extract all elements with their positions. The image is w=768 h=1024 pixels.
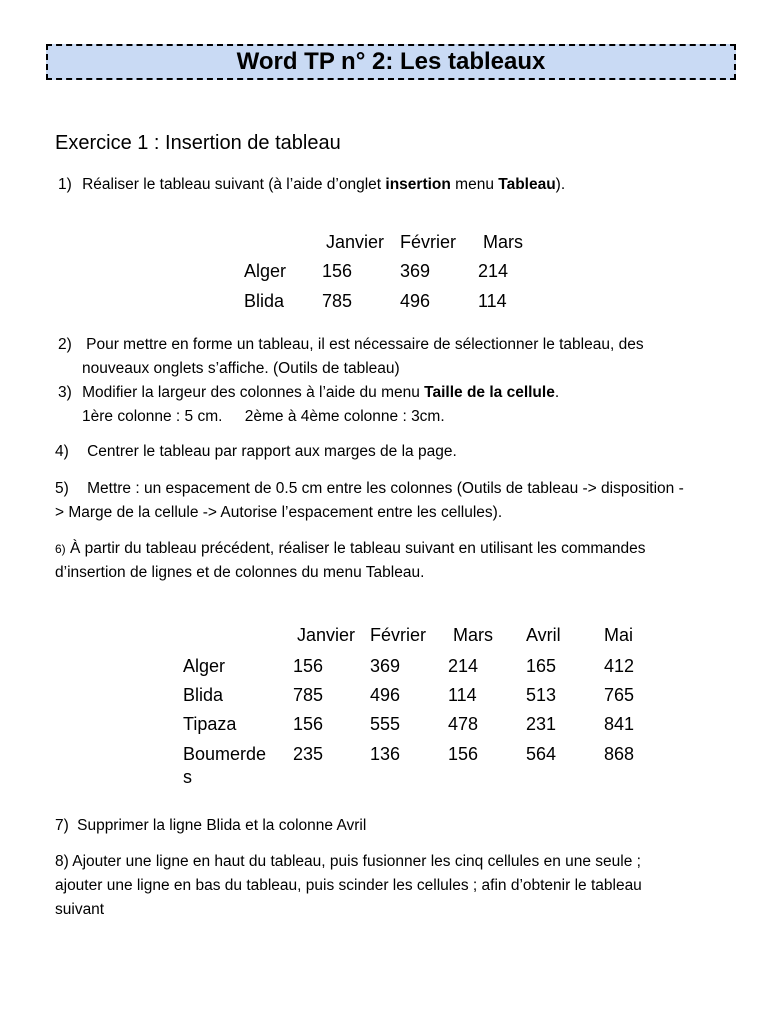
step-7 bbox=[55, 814, 366, 838]
table-2-cell: 564 bbox=[526, 744, 557, 764]
step-6-number: 6) bbox=[55, 542, 66, 556]
table-2-header: Janvier bbox=[297, 625, 356, 645]
step-4-number: 4) bbox=[55, 443, 69, 460]
step-3-text-b: . bbox=[554, 384, 560, 401]
table-1-header: Mars bbox=[483, 232, 523, 252]
table-1-cell: 785 bbox=[322, 291, 353, 311]
step-1-number: 1) bbox=[58, 176, 72, 193]
step-5-number: 5) bbox=[55, 480, 69, 497]
table-1-row-label: Alger bbox=[244, 261, 287, 281]
table-2-cell: 555 bbox=[370, 714, 401, 734]
step-3-line-2 bbox=[82, 405, 445, 429]
table-1-cell: 156 bbox=[322, 261, 353, 281]
table-2-row-label: Blida bbox=[183, 685, 224, 705]
step-1-text-c: ). bbox=[555, 176, 566, 193]
step-1-bold-insertion: insertion bbox=[385, 176, 451, 193]
table-1-header: Janvier bbox=[326, 232, 385, 252]
table-2-cell: 231 bbox=[526, 714, 557, 734]
table-1-cell: 114 bbox=[478, 291, 507, 311]
table-2-row-label: Tipaza bbox=[183, 714, 237, 734]
table-1-cell: 214 bbox=[478, 261, 509, 281]
step-1 bbox=[58, 173, 565, 197]
table-2-header: Avril bbox=[526, 625, 561, 645]
step-7-text: Supprimer la ligne Blida et la colonne Avril bbox=[77, 817, 367, 834]
step-2-line-2: nouveaux onglets s’affiche. (Outils de tableau) bbox=[82, 360, 400, 377]
table-2-cell: 841 bbox=[604, 714, 635, 734]
table-1-header: Février bbox=[400, 232, 457, 252]
step-8-line-2: ajouter une ligne en bas du tableau, puis scinder les cellules ; afin d’obtenir le tableau bbox=[55, 877, 642, 894]
table-2-cell: 156 bbox=[293, 714, 324, 734]
step-5 bbox=[55, 477, 684, 501]
step-8-line-1: 8) Ajouter une ligne en haut du tableau, puis fusionner les cinq cellules en une seule ; bbox=[55, 853, 641, 870]
table-2-row-label: Alger bbox=[183, 656, 226, 676]
step-3-bold: Taille de la cellule bbox=[424, 384, 555, 401]
exercise-heading: Exercice 1 : Insertion de tableau bbox=[55, 132, 341, 154]
step-1-text-a: Réaliser le tableau suivant (à l’aide d’onglet bbox=[82, 176, 386, 193]
table-2-cell: 412 bbox=[604, 656, 635, 676]
table-2-cell: 765 bbox=[604, 685, 635, 705]
table-2-row-label-wrap: s bbox=[183, 767, 192, 787]
table-2-cell: 156 bbox=[293, 656, 324, 676]
table-2-cell: 235 bbox=[293, 744, 324, 764]
step-3-col1: 1ère colonne : 5 cm. bbox=[82, 408, 223, 425]
step-7-number: 7) bbox=[55, 817, 69, 834]
step-6 bbox=[55, 537, 646, 561]
table-2-cell: 114 bbox=[448, 685, 477, 705]
table-2-cell: 478 bbox=[448, 714, 479, 734]
table-2-cell: 868 bbox=[604, 744, 635, 764]
step-3-text-a: Modifier la largeur des colonnes à l’aide du menu bbox=[82, 384, 425, 401]
table-2-cell: 785 bbox=[293, 685, 324, 705]
table-2-header: Février bbox=[370, 625, 427, 645]
table-2-cell: 136 bbox=[370, 744, 401, 764]
step-3-col2: 2ème à 4ème colonne : 3cm. bbox=[244, 408, 445, 425]
table-2-cell: 496 bbox=[370, 685, 401, 705]
table-2-cell: 513 bbox=[526, 685, 557, 705]
step-2-number: 2) bbox=[58, 336, 72, 353]
step-8-line-3: suivant bbox=[55, 901, 105, 918]
table-1-row-label: Blida bbox=[244, 291, 285, 311]
table-2-row-label: Boumerde bbox=[183, 744, 267, 764]
step-2-line-1: Pour mettre en forme un tableau, il est nécessaire de sélectionner le tableau, des bbox=[86, 336, 644, 353]
step-1-bold-tableau: Tableau bbox=[498, 176, 556, 193]
page-title: Word TP n° 2: Les tableaux bbox=[236, 48, 546, 75]
step-4-text: Centrer le tableau par rapport aux marges de la page. bbox=[87, 443, 457, 460]
table-2-cell: 369 bbox=[370, 656, 401, 676]
step-3 bbox=[58, 381, 559, 405]
step-4 bbox=[55, 440, 457, 464]
table-2-cell: 214 bbox=[448, 656, 479, 676]
step-5-line-1: Mettre : un espacement de 0.5 cm entre les colonnes (Outils de tableau -> disposition - bbox=[87, 480, 684, 497]
step-2 bbox=[58, 333, 644, 357]
table-2-cell: 156 bbox=[448, 744, 479, 764]
step-3-number: 3) bbox=[58, 384, 72, 401]
step-5-line-2: > Marge de la cellule -> Autorise l’espacement entre les cellules). bbox=[55, 504, 503, 521]
table-1-cell: 496 bbox=[400, 291, 431, 311]
step-6-line-2: d’insertion de lignes et de colonnes du menu Tableau. bbox=[55, 564, 425, 581]
table-2-cell: 165 bbox=[526, 656, 557, 676]
table-1-cell: 369 bbox=[400, 261, 431, 281]
step-1-text-b: menu bbox=[450, 176, 499, 193]
table-2-header: Mars bbox=[453, 625, 493, 645]
title-banner bbox=[46, 44, 736, 80]
step-6-line-1: À partir du tableau précédent, réaliser le tableau suivant en utilisant les commandes bbox=[69, 540, 646, 557]
table-2-header: Mai bbox=[604, 625, 634, 645]
